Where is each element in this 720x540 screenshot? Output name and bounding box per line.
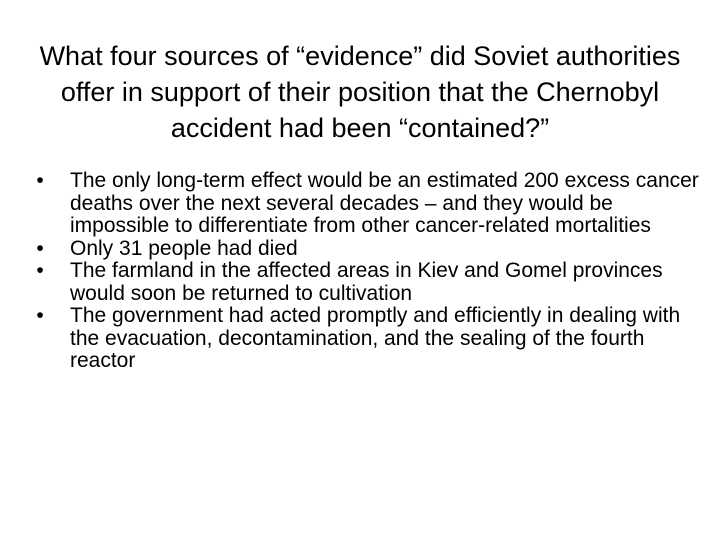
bullet-marker: • [36,304,44,327]
bullet-item [30,260,702,305]
slide-title: What four sources of “evidence” did Soviet authorities offer in support of their position that the Chernobyl accident had been “contained?” [39,41,681,143]
bullet-marker: • [36,236,44,260]
bullet-text: The farmland in the affected areas in Kiev and Gomel provinces would soon be returned to cultivation [70,259,663,305]
bullet-text: Only 31 people had died [70,236,298,260]
bullet-text: The government had acted promptly and efficiently in dealing with the evacuation, decontamination, and the sealing of the fourth reactor [70,304,681,372]
bullet-item [30,170,702,238]
bullet-item [30,305,702,373]
bullet-marker: • [36,169,44,192]
bullet-marker: • [36,259,44,282]
bullet-list [30,170,702,373]
bullet-text: The only long-term effect would be an estimated 200 excess cancer deaths over the next several decades – and they would be impossible to differentiate from other cancer-related mortalities [70,169,699,237]
bullet-item [30,238,702,261]
